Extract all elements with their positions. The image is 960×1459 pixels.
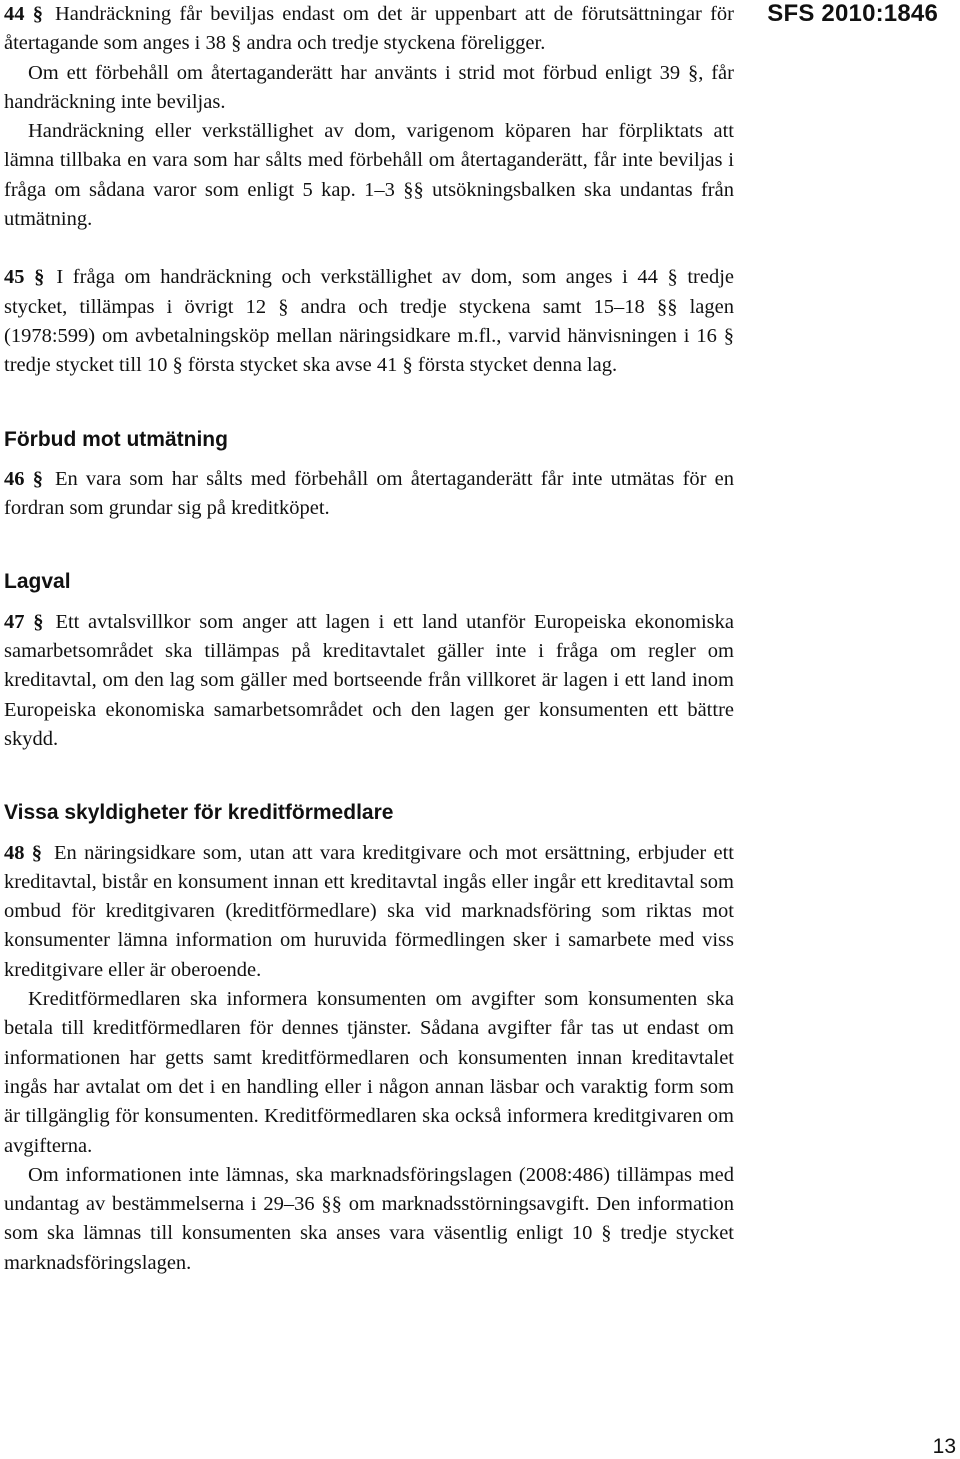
section-47-para-1: 47 § Ett avtalsvillkor som anger att lagen i ett land utanför Europeiska ekonomiska samarbetsområdet ska tillämpas på kreditavtalet gäller inte i fråga om regler om kreditavtal, om den lag som gäller med bortseende från villkoret är lagen i ett land inom Europeiska ekonomiska samarbetsområdet och den lagen ger konsumenten ett bättre skydd.: [4, 610, 734, 750]
section-number: 48 §: [4, 841, 43, 864]
section-number: 45 §: [4, 266, 45, 289]
sfs-code-header: SFS 2010:1846: [767, 0, 938, 27]
section-48-para-1: 48 § En näringsidkare som, utan att vara kreditgivare och mot ersättning, erbjuder ett kreditavtal, bistår en konsument innan ett kreditavtal ingås eller ingår ett kreditavtal som ombud för kreditgivaren (kreditförmedlare) ska vid marknadsföring som riktas mot konsumenter lämna information om huruvida förmedlingen sker i samarbete med viss kreditgivare eller är oberoende.: [4, 841, 735, 981]
section-heading: Lagval: [4, 570, 71, 594]
section-number: 46 §: [4, 467, 43, 490]
section-heading: Förbud mot utmätning: [4, 427, 228, 451]
section-48-para-3: Om informationen inte lämnas, ska marknadsföringslagen (2008:486) tillämpas med undantag av bestämmelserna i 29–36 §§ om marknadsstörningsavgift. Den information som ska lämnas till konsumenten ska anses vara väsentlig enligt 10 § tredje stycket marknadsföringslagen.: [4, 1163, 734, 1274]
section-number: 47 §: [4, 610, 44, 633]
section-44-para-3: Handräckning eller verkställighet av dom, varigenom köparen har förpliktats att lämna tillbaka en vara som har sålts med förbehåll om återtaganderätt, får inte beviljas i fråga om sådana varor som enligt 5 kap. 1–3 §§ utsökningsbalken ska undantas från utmätning.: [4, 120, 734, 231]
section-46-para-1: 46 § En vara som har sålts med förbehåll om återtaganderätt får inte utmätas för en fordran som grundar sig på kreditköpet.: [4, 467, 735, 520]
page-number: 13: [932, 1435, 956, 1458]
section-44-para-1: 44 § Handräckning får beviljas endast om det är uppenbart att de förutsättningar för återtagande som anges i 38 § andra och tredje styckena föreligger.: [4, 3, 735, 55]
document-body: [4, 0, 734, 1278]
section-45-para-1: 45 § I fråga om handräckning och verkställighet av dom, som anges i 44 § tredje stycket, tillämpas i övrigt 12 § andra och tredje styckena samt 15–18 §§ lagen (1978:599) om avbetalningsköp mellan näringsidkare m.fl., varvid hänvisningen i 16 § tredje stycket till 10 § första stycket ska avse 41 § första stycket denna lag.: [4, 266, 735, 377]
section-heading: Vissa skyldigheter för kreditförmedlare: [4, 801, 394, 825]
section-44-para-2: Om ett förbehåll om återtaganderätt har använts i strid mot förbud enligt 39 §, får handräckning inte beviljas.: [4, 61, 734, 113]
section-number: 44 §: [4, 3, 43, 25]
section-48-para-2: Kreditförmedlaren ska informera konsumenten om avgifter som konsumenten ska betala till kreditförmedlaren för dennes tjänster. Sådana avgifter får tas ut endast om informationen har getts samt kreditförmedlaren och konsumenten innan kreditavtalet ingås har avtalat om det i en handling eller i någon annan läsbar och varaktig form som är tillgänglig för konsumenten. Kreditförmedlaren ska också informera kreditgivaren om avgifterna.: [4, 988, 734, 1157]
